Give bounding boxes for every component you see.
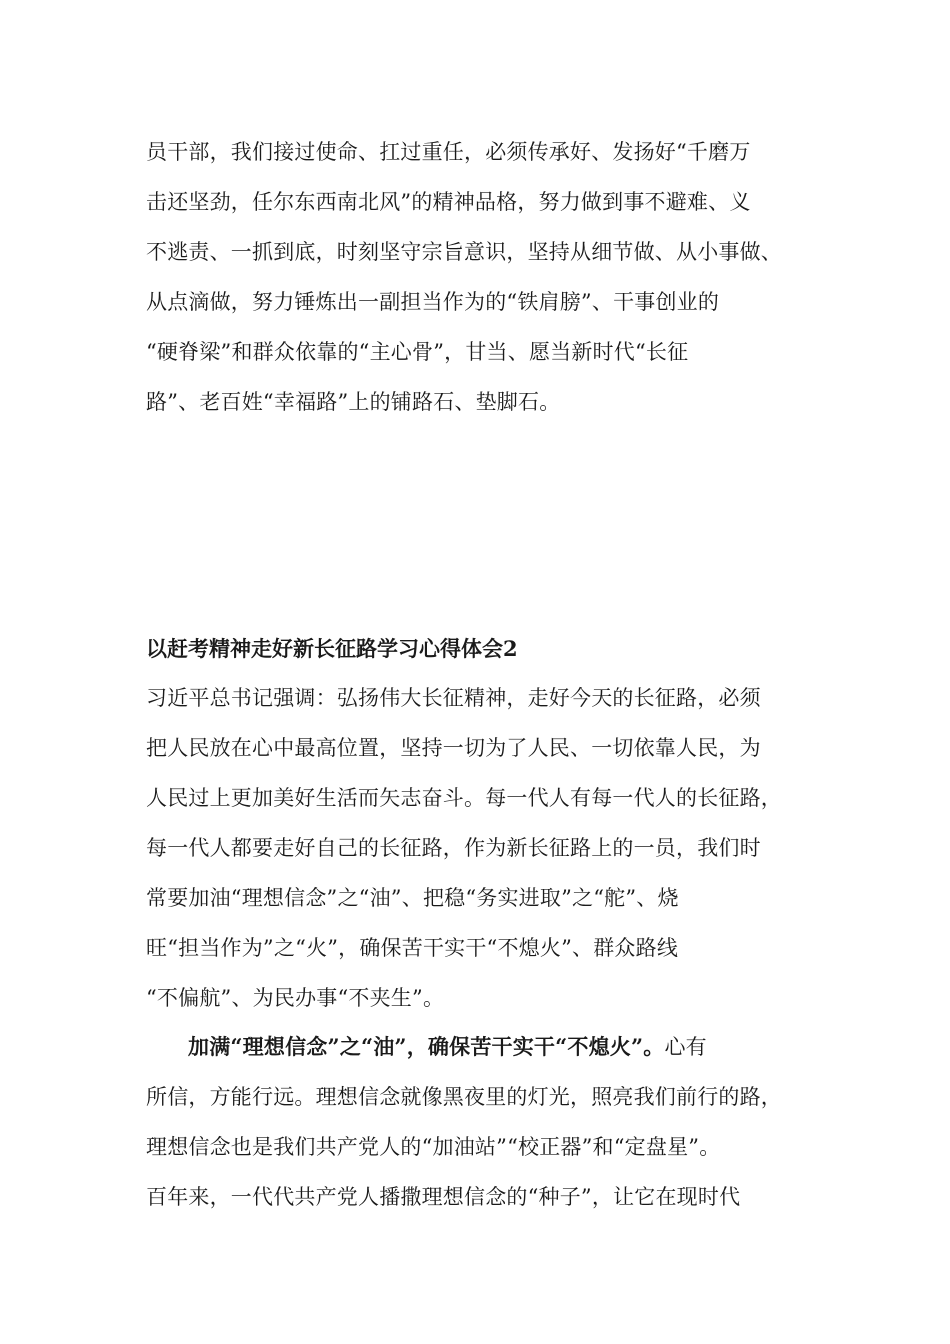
text-line: 理想信念也是我们共产党人的“加油站”“校正器”和“定盘星”。 <box>146 1135 721 1159</box>
text-line: 每一代人都要走好自己的长征路，作为新长征路上的一员，我们时 <box>146 836 761 860</box>
text-run: 心有 <box>664 1035 707 1059</box>
text-line: 旺“担当作为”之“火”，确保苦干实干“不熄火”、群众路线 <box>146 936 679 960</box>
text-line-first <box>146 1022 811 1072</box>
text-line: 员干部，我们接过使命、扛过重任，必须传承好、发扬好“千磨万 <box>146 140 751 164</box>
text-line: 习近平总书记强调：弘扬伟大长征精神，走好今天的长征路，必须 <box>146 686 761 710</box>
text-line: 所信，方能行远。理想信念就像黑夜里的灯光，照亮我们前行的路， <box>146 1085 782 1109</box>
text-line: 常要加油“理想信念”之“油”、把稳“务实进取”之“舵”、烧 <box>146 886 679 910</box>
text-line: 路”、老百姓“幸福路”上的铺路石、垫脚石。 <box>146 390 561 414</box>
text-line: 百年来，一代代共产党人播撒理想信念的“种子”，让它在现时代 <box>146 1185 741 1209</box>
text-line: “不偏航”、为民办事“不夹生”。 <box>146 986 445 1010</box>
paragraph-continuation <box>146 127 811 427</box>
text-line: 击还坚劲，任尔东西南北风”的精神品格，努力做到事不避难、义 <box>146 190 751 214</box>
text-line: 从点滴做，努力锤炼出一副担当作为的“铁肩膀”、干事创业的 <box>146 290 720 314</box>
text-line: 人民过上更加美好生活而矢志奋斗。每一代人有每一代人的长征路， <box>146 786 782 810</box>
text-line: 不逃责、一抓到底，时刻坚守宗旨意识，坚持从细节做、从小事做、 <box>146 240 782 264</box>
bold-lead-sentence: 加满“理想信念”之“油”，确保苦干实干“不熄火”。 <box>188 1034 665 1059</box>
paragraph-intro <box>146 673 811 1023</box>
text-line: “硬脊梁”和群众依靠的“主心骨”，甘当、愿当新时代“长征 <box>146 340 689 364</box>
text-line: 把人民放在心中最高位置，坚持一切为了人民、一切依靠人民，为 <box>146 736 761 760</box>
paragraph-ideals <box>146 1022 811 1222</box>
section-heading: 以赶考精神走好新长征路学习心得体会2 <box>146 636 518 661</box>
